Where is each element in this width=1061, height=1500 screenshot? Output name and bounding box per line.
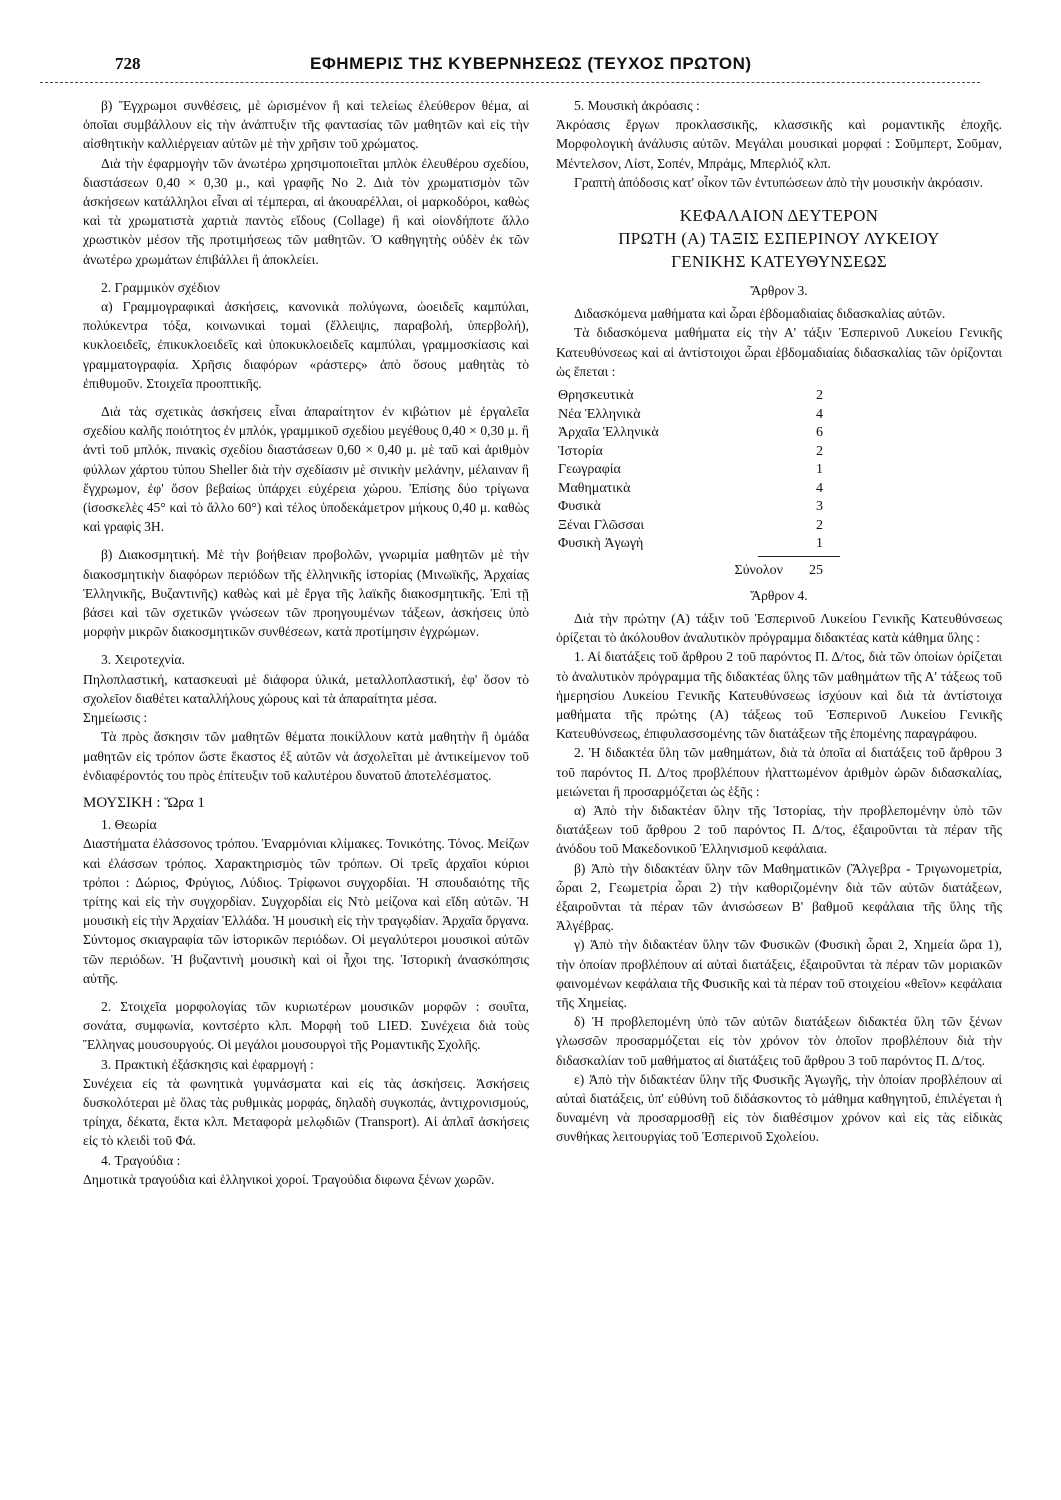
- paragraph: 3. Πρακτικὴ ἐξάσκησις καὶ ἐφαρμογή :: [101, 1056, 314, 1072]
- paragraph: 1. Αἱ διατάξεις τοῦ ἄρθρου 2 τοῦ παρόντος Π. Δ/τος, διὰ τῶν ὁποίων ὁρίζεται τὸ ἀναλυτικὸν πρόγραμμα τῆς διδακτέας ὕλης τῶν μαθημάτων τῆς Α' τάξεως τοῦ ἡμερησίου Λυκείου Γενικῆς Κατευθύνσεως ἰσχύουν καὶ διὰ τὰ ἀντίστοιχα μαθήματα τῆς πρώτης (Α) τάξεως τοῦ Ἑσπερινοῦ Λυκείου Γενικῆς Κατευθύνσεως, ἐπιφυλασσομένης τῶν διατάξεων τῆς ἑπομένης παραγράφου.: [556, 649, 1002, 742]
- subject-hours: 2: [816, 517, 823, 533]
- subject-name: Ξέναι Γλῶσσαι: [558, 517, 645, 533]
- paragraph: 4. Τραγούδια :: [101, 1152, 181, 1168]
- paragraph: Διὰ τὴν ἐφαρμογὴν τῶν ἀνωτέρω χρησιμοποιεῖται μπλὸκ ἐλευθέρου σχεδίου, διαστάσεων 0,40 × 0,30 μ., καὶ γραφῆς Νο 2. Διὰ τὸν χρωματισμὸν τῶν ἀσκήσεων κατάλληλοι εἶναι αἱ τέμπεραι, αἱ ἀκουαρέλλαι, οἱ μαρκοδόροι, καθὼς καὶ τὰ χρωματιστὰ χαρτιὰ παντὸς εἴδους (Collage) ἢ καὶ οἱονδήποτε ἄλλο χρωστικὸν μέσον τῆς προτιμήσεως τῶν μαθητῶν. Ὁ καθηγητὴς οὐδὲν ἐκ τῶν ἀνωτέρω χρωμάτων ἐπιβάλλει ἢ ἀποκλείει.: [83, 155, 529, 267]
- subject-name: Θρησκευτικὰ: [558, 388, 634, 404]
- chapter-subtitle: ΓΕΝΙΚΗΣ ΚΑΤΕΥΘΥΝΣΕΩΣ: [671, 252, 887, 272]
- paragraph: Διὰ τὰς σχετικὰς ἀσκήσεις εἶναι ἀπαραίτητον ἐν κιβώτιον μὲ ἐργαλεῖα σχεδίου καλῆς ποιότητος ἐν μπλόκ, γραμμικοῦ σχεδίου μεγέθους 0,40 × 0,30 μ. ἢ ἀντὶ τοῦ μπλόκ, πινακὶς σχεδίου διαστάσεων 0,60 × 0,40 μ. μὲ ταῦ καὶ ἀριθμὸν φύλλων χάρτου τύπου Sheller διὰ τὴν σχεδίασιν μὲ σινικὴν μελάνην, μέλαιναν ἢ ἔγχρωμον, ἐφ' ὅσον βεβαίως ὑπάρχει εὐχέρεια χώρου. Ἐπίσης δύο τρίγωνα (ἰσοσκελὲς 45° καὶ τὸ ἄλλο 60°) καὶ τέλος ὑποδεκάμετρον μήκους 0,40 μ. καθὼς καὶ γραφὶς 3Η.: [83, 404, 529, 535]
- article-heading: Ἄρθρον 3.: [750, 283, 808, 299]
- subject-name: Νέα Ἑλληνικὰ: [558, 406, 641, 422]
- paragraph: Τὰ διδασκόμενα μαθήματα εἰς τὴν Α' τάξιν Ἑσπερινοῦ Λυκείου Γενικῆς Κατευθύνσεως καὶ αἱ ἀντίστοιχοι ὧραι ἑβδομαδιαίας διδασκαλίας τῶν ὁρίζονται ὡς ἕπεται :: [556, 325, 1002, 379]
- subject-hours: 6: [816, 425, 823, 441]
- paragraph: Διὰ τὴν πρώτην (Α) τάξιν τοῦ Ἑσπερινοῦ Λυκείου Γενικῆς Κατευθύνσεως ὁρίζεται τὸ ἀκόλουθον ἀναλυτικὸν πρόγραμμα διδακτέας κατὰ κάθημα ὕλης :: [556, 610, 1002, 646]
- subject-hours: 3: [816, 499, 823, 515]
- paragraph: Γραπτὴ ἀπόδοσις κατ' οἶκον τῶν ἐντυπώσεων ἀπὸ τὴν μουσικὴν ἀκρόασιν.: [574, 174, 984, 190]
- paragraph: Διαστήματα ἐλάσσονος τρόπου. Ἐναρμόνιαι κλίμακες. Τονικότης. Τόνος. Μείζων καὶ ἐλάσσων τρόπος. Χαρακτηρισμὸς τῶν τρόπων. Οἱ τρεῖς ἀρχαῖοι κύριοι τρόποι : Δώριος, Φρύγιος, Λύδιος. Τρίφωνοι συγχορδίαι. Ἡ σπουδαιότης τῆς τρίτης καὶ εἰς τὴν συγχορδίαν. Συγχορδίαι εἰς Ντὸ μείζονα καὶ εἴδη αὐτῶν. Ἡ μουσικὴ εἰς τὴν Ἀρχαίαν Ἑλλάδα. Ἡ μουσικὴ εἰς τὴν τραγῳδίαν. Ἀρχαῖα ὄργανα. Σύντομος σκιαγραφία τῶν ἱστορικῶν περιόδων. Οἱ μεγαλύτεροι μουσικοὶ αὐτῶν τῶν περιόδων. Ἡ βυζαντινὴ μουσικὴ καὶ οἱ ἦχοι της. Ἱστορικὴ ἀνασκόπησις αὐτῆς.: [83, 836, 529, 986]
- total-value: 25: [809, 562, 823, 578]
- table-row: [558, 535, 863, 554]
- right-column: [556, 96, 1002, 1147]
- paragraph: 3. Χειροτεχνία.: [101, 652, 185, 668]
- paragraph: 1. Θεωρία: [101, 817, 157, 833]
- paragraph: ε) Ἀπὸ τὴν διδακτέαν ὕλην τῆς Φυσικῆς Ἀγωγῆς, τὴν ὁποίαν προβλέπουν αἱ αὐταὶ διατάξεις, ὑπ' εὐθύνη τοῦ διδάσκοντος τὸ μάθημα καθηγητοῦ, ἐπιλέγεται ἡ δυναμένη νὰ προσαρμοσθῇ εἰς τὸν διαθέσιμον χρόνον καὶ εἰς τὰς εἰδικὰς συνθήκας λειτουργίας τοῦ Ἑσπερινοῦ Σχολείου.: [556, 1071, 1002, 1145]
- gazette-title: ΕΦΗΜΕΡΙΣ ΤΗΣ ΚΥΒΕΡΝΗΣΕΩΣ (ΤΕΥΧΟΣ ΠΡΩΤΟΝ): [310, 54, 752, 73]
- subject-hours: 2: [816, 388, 823, 404]
- subject-hours: 4: [816, 480, 823, 496]
- paragraph: 2. Ἡ διδακτέα ὕλη τῶν μαθημάτων, διὰ τὰ ὁποῖα αἱ διατάξεις τοῦ ἄρθρου 3 τοῦ παρόντος Π. Δ/τος προβλέπουν ἠλαττωμένον ἀριθμὸν ὡρῶν διδασκαλίας, μειώνεται ἢ προσαρμόζεται ὡς ἑξῆς :: [556, 745, 1002, 799]
- paragraph: Διδασκόμενα μαθήματα καὶ ὧραι ἑβδομαδιαίας διδασκαλίας αὐτῶν.: [574, 306, 946, 322]
- paragraph: δ) Ἡ προβλεπομένη ὑπὸ τῶν αὐτῶν διατάξεων διδακτέα ὕλη τῶν ξένων γλωσσῶν προσαρμόζεται εἰς τὸν χρόνον τὸν ὁποῖον προβλέπουν διὰ τὴν διδασκαλίαν τοῦ μαθήματος αἱ διατάξεις τοῦ ἄρθρου 3 τοῦ παρόντος Π. Δ/τος.: [556, 1014, 1002, 1068]
- paragraph: Δημοτικὰ τραγούδια καὶ ἑλληνικοὶ χοροί. Τραγούδια διφωνα ξένων χωρῶν.: [83, 1171, 495, 1187]
- subject-hours: 1: [816, 536, 823, 552]
- subject-hours: 1: [816, 462, 823, 478]
- paragraph: β) Διακοσμητική. Μὲ τὴν βοήθειαν προβολῶν, γνωριμία μαθητῶν μὲ τὴν διακοσμητικὴν διαφόρων περιόδων τῆς ἑλληνικῆς ἱστορίας (Μινωϊκῆς, Ἀρχαίας Ἑλληνικῆς, Βυζαντινῆς) καθὼς καὶ μὲ ἔργα τῆς λαϊκῆς διακοσμητικῆς. Ἐπὶ τῇ βάσει καὶ τῶν σχετικῶν γνώσεων τῶν προηγουμένων τάξεων, ἀσκήσεις ὑπὸ μορφὴν μικρῶν διακοσμητικῶν συνθέσεων, κατὰ προτίμησιν ἐγχρώμων.: [83, 547, 529, 640]
- paragraph: α) Γραμμογραφικαὶ ἀσκήσεις, κανονικὰ πολύγωνα, ὠοειδεῖς καμπύλαι, πολύκεντρα τόξα, κοινωνικαὶ τομαὶ (ἔλλειψις, παραβολή, ὑπερβολή), κυκλοειδεῖς, ἐπικυκλοειδεῖς καὶ ὑποκυκλοειδεῖς καμπύλαι, γραμμοσκίασις καὶ γραμματογραφία. Χρῆσις διαφόρων «ράστερς» ἀπὸ ὅσους μαθητὰς τὸ ἐπιθυμοῦν. Στοιχεῖα προοπτικῆς.: [83, 299, 529, 391]
- table-row: [558, 424, 863, 443]
- table-row: [558, 517, 863, 536]
- subject-name: Φυσικὴ Ἀγωγὴ: [558, 536, 644, 552]
- table-row: [558, 461, 863, 480]
- subject-name: Ἱστορία: [558, 443, 603, 459]
- page-number: 728: [115, 54, 141, 73]
- paragraph: Πηλοπλαστική, κατασκευαὶ μὲ διάφορα ὑλικά, μεταλλοπλαστική, ἐφ' ὅσον τὸ σχολεῖον διαθέτει καταλλήλους χώρους καὶ τὰ ἀπαραίτητα μέσα.: [83, 671, 529, 706]
- paragraph: Σημείωσις :: [83, 710, 148, 726]
- page-header: [70, 50, 995, 84]
- table-row: [558, 498, 863, 517]
- chapter-subtitle: ΠΡΩΤΗ (Α) ΤΑΞΙΣ ΕΣΠΕΡΙΝΟΥ ΛΥΚΕΙΟΥ: [618, 229, 940, 249]
- subjects-table: [558, 387, 863, 554]
- music-heading: ΜΟΥΣΙΚΗ : Ὥρα 1: [83, 794, 205, 811]
- table-row: [558, 480, 863, 499]
- total-rule: [758, 556, 840, 557]
- paragraph: Ἀκρόασις ἔργων προκλασσικῆς, κλασσικῆς καὶ ρομαντικῆς ἐποχῆς. Μορφολογικὴ ἀνάλυσις αὐτῶν. Μεγάλαι μουσικαὶ μορφαί : Σοῦμπερτ, Σοῦμαν, Μέντελσον, Λίστ, Σοπέν, Μπράμς, Μπερλιόζ κλπ.: [556, 117, 1002, 171]
- paragraph: β) Ἀπὸ τὴν διδακτέαν ὕλην τῶν Μαθηματικῶν (Ἄλγεβρα - Τριγωνομετρία, ὧραι 2, Γεωμετρία ὧραι 2) τὴν καθοριζομένην διὰ τῶν αὐτῶν διατάξεων, ἐξαιροῦνται τὰ πέραν τῶν ἀνισώσεων Β' βαθμοῦ κεφάλαια τῆς ὕλης τῆς Ἀλγέβρας.: [556, 860, 1002, 934]
- paragraph: Τὰ πρὸς ἄσκησιν τῶν μαθητῶν θέματα ποικίλλουν κατὰ μαθητὴν ἢ ὁμάδα μαθητῶν εἰς τρόπον ὥστε ἕκαστος ἐξ αὐτῶν νὰ ἀσχολεῖται μὲ ἀντικείμενον τοῦ ἐνδιαφέροντός του πρὸς ἐπίτευξιν τοῦ καλυτέρου δυνατοῦ ἀποτελέσματος.: [83, 729, 529, 783]
- paragraph: α) Ἀπὸ τὴν διδακτέαν ὕλην τῆς Ἱστορίας, τὴν προβλεπομένην ὑπὸ τῶν διατάξεων τοῦ ἄρθρου 2 τοῦ παρόντος Π. Δ/τος, ἐξαιροῦνται τὰ πέραν τῆς ἀνόδου τοῦ Μακεδονικοῦ Ἑλληνισμοῦ κεφάλαια.: [556, 802, 1002, 857]
- subject-hours: 2: [816, 443, 823, 459]
- article-heading: Ἄρθρον 4.: [750, 587, 808, 603]
- table-row: [558, 443, 863, 462]
- paragraph: γ) Ἀπὸ τὴν διδακτέαν ὕλην τῶν Φυσικῶν (Φυσικὴ ὧραι 2, Χημεία ὥρα 1), τὴν ὁποίαν προβλέπουν αἱ αὐταὶ διατάξεις, ἐξαιροῦνται τὰ πέραν τῶν μοριακῶν φαινομένων κεφάλαια τῆς Φυσικῆς καὶ τὰ πέραν τοῦ στοιχείου «θεῖον» κεφάλαια τῆς Χημείας.: [556, 937, 1002, 1010]
- subject-hours: 4: [816, 406, 823, 422]
- subject-name: Ἀρχαῖα Ἑλληνικὰ: [558, 425, 659, 441]
- left-column: [83, 96, 529, 1189]
- subject-name: Γεωγραφία: [558, 462, 621, 478]
- paragraph: 2. Γραμμικὸν σχέδιον: [101, 279, 220, 295]
- table-row: [558, 387, 863, 406]
- total-row: [556, 561, 1002, 580]
- paragraph: 2. Στοιχεῖα μορφολογίας τῶν κυριωτέρων μουσικῶν μορφῶν : σουΐτα, σονάτα, συμφωνία, κοντσέρτο κλπ. Μορφὴ τοῦ LIED. Συνέχεια διὰ τοὺς Ἕλληνας μουσουργούς. Οἱ μεγάλοι μουσουργοὶ τῆς Ρομαντικῆς Σχολῆς.: [83, 998, 529, 1053]
- subject-name: Μαθηματικὰ: [558, 480, 631, 496]
- total-label: Σύνολον: [734, 562, 783, 578]
- chapter-title: ΚΕΦΑΛΑΙΟΝ ΔΕΥΤΕΡΟΝ: [679, 206, 879, 226]
- paragraph: β) Ἔγχρωμοι συνθέσεις, μὲ ὡρισμένον ἢ καὶ τελείως ἐλεύθερον θέμα, αἱ ὁποῖαι συμβάλλουν εἰς τὴν ἀνάπτυξιν τῆς φαντασίας τῶν μαθητῶν καὶ εἰς τὴν αἰσθητικὴν καλλιέργειαν αὐτῶν μὲ τὴν χρῆσιν τοῦ χρώματος.: [83, 98, 529, 152]
- table-row: [558, 406, 863, 425]
- subject-name: Φυσικὰ: [558, 499, 601, 515]
- chapter-heading: [556, 204, 1002, 273]
- paragraph: 5. Μουσικὴ ἀκρόασις :: [574, 98, 700, 113]
- paragraph: Συνέχεια εἰς τὰ φωνητικὰ γυμνάσματα καὶ εἰς τὰς ἀσκήσεις. Ἀσκήσεις δυσκολότεραι μὲ ὅλας τὰς ρυθμικὰς μορφάς, δηλαδὴ συγκοπάς, ἀντιχρονισμούς, τρίηχα, δέκατα, ἕκτα κλπ. Μεταφορὰ μελῳδιῶν (Transport). Αἱ ἁπλαῖ ἀσκήσεις εἰς τὸ κλειδὶ τοῦ Φά.: [83, 1075, 529, 1149]
- header-rule: [40, 82, 980, 83]
